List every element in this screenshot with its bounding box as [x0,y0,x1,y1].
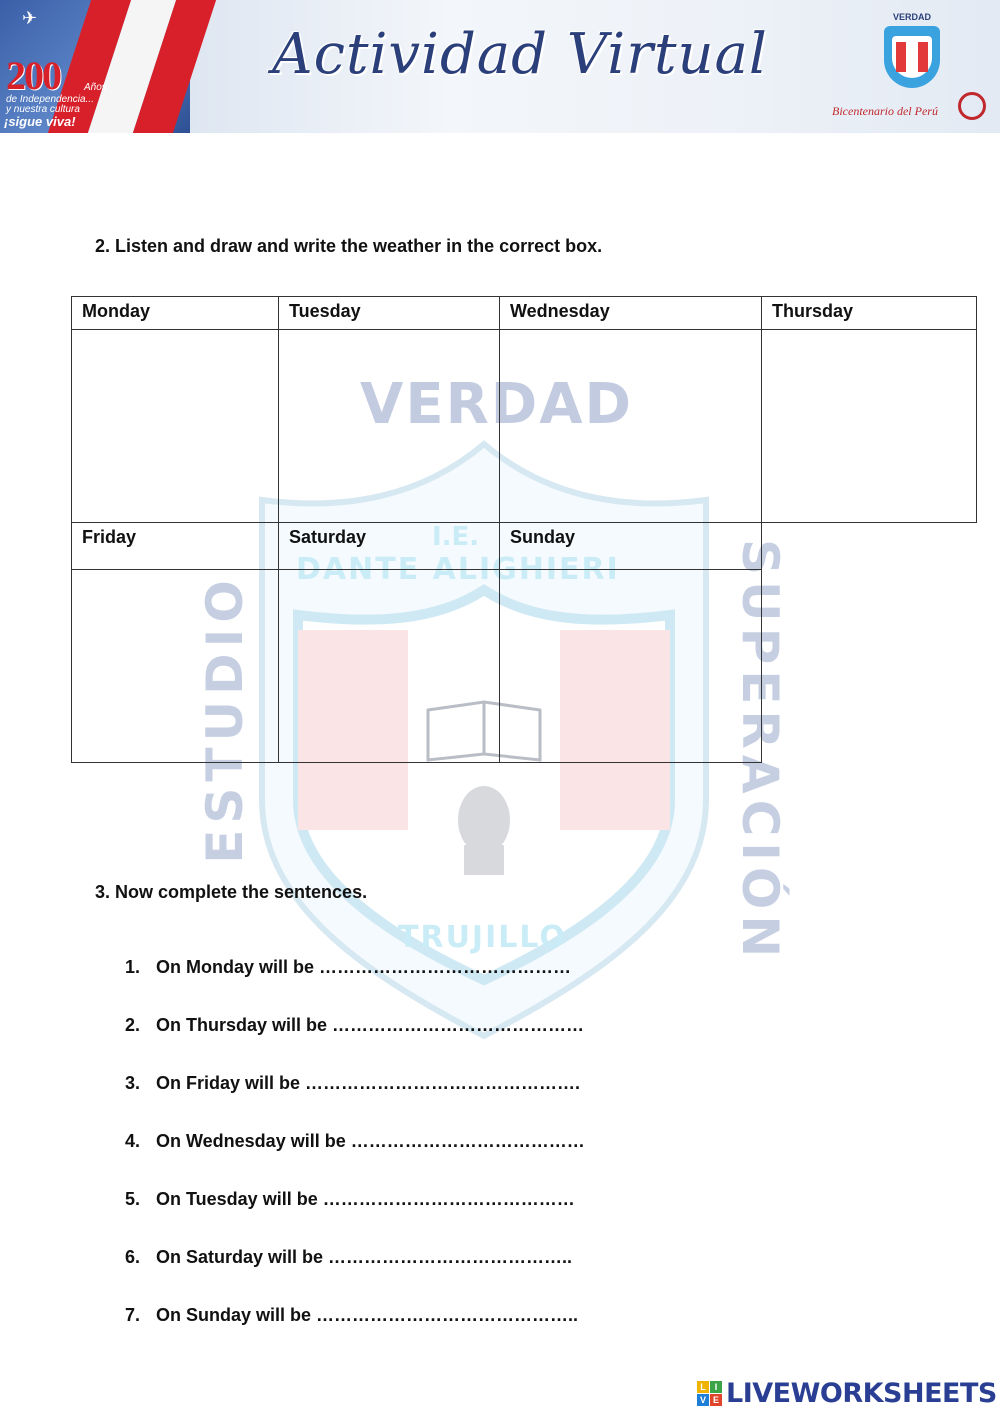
watermark-trujillo: TRUJILLO [398,920,567,955]
empty-cell [762,523,977,570]
sentence-text: On Sunday will be …………………………………….. [156,1305,579,1325]
draw-box-tuesday[interactable] [279,330,500,523]
draw-box-saturday[interactable] [279,570,500,763]
liveworksheets-brand: LIVEWORKSHEETS [726,1377,997,1409]
section2-heading: 2. Listen and draw and write the weather in the correct box. [95,236,603,256]
bicentennial-panel [0,0,190,133]
bicentennial-line2: y nuestra cultura [6,104,80,115]
sentence-number: 5. [125,1189,141,1209]
sentence-item[interactable] [125,1188,585,1246]
watermark-dante: DANTE ALIGHIERI [296,552,620,587]
section3-heading: 3. Now complete the sentences. [95,882,368,902]
sentence-text: On Wednesday will be ………………………………… [156,1131,585,1151]
header-banner [0,0,1000,133]
sentence-text: On Saturday will be ………………………………….. [156,1247,573,1267]
sentence-number: 2. [125,1015,141,1035]
day-header-monday: Monday [72,297,279,330]
sentence-item[interactable] [125,1304,585,1362]
sentence-list [125,956,585,1362]
sentence-number: 4. [125,1131,141,1151]
bicentennial-line1: de Independencia... [6,94,94,105]
day-header-thursday: Thursday [762,297,977,330]
day-header-wednesday: Wednesday [500,297,762,330]
bicentennial-slogan: ¡sigue viva! [4,114,76,129]
bicentenario-logo-icon [958,92,986,120]
badge-letter: I [710,1381,722,1393]
draw-box-thursday[interactable] [762,330,977,523]
empty-cell [762,570,977,763]
sentence-number: 1. [125,957,141,977]
draw-box-wednesday[interactable] [500,330,762,523]
sentence-item[interactable] [125,1130,585,1188]
sentence-text: On Tuesday will be …………………………………… [156,1189,575,1209]
watermark-verdad: VERDAD [360,372,634,437]
badge-letter: L [697,1381,709,1393]
crest-label: VERDAD [892,12,931,22]
sentence-text: On Friday will be ………………………………………. [156,1073,581,1093]
watermark-ie: I.E. [432,522,480,552]
draw-box-friday[interactable] [72,570,279,763]
sentence-item[interactable] [125,1246,585,1304]
sentence-item[interactable] [125,1014,585,1072]
sentence-item[interactable] [125,1072,585,1130]
badge-letter: E [710,1394,722,1406]
draw-box-monday[interactable] [72,330,279,523]
bicentenario-label: Bicentenario del Perú [832,104,938,118]
liveworksheets-badge-icon [697,1381,722,1406]
sentence-number: 3. [125,1073,141,1093]
day-header-sunday: Sunday [500,523,762,570]
sentence-number: 6. [125,1247,141,1267]
draw-box-sunday[interactable] [500,570,762,763]
day-header-saturday: Saturday [279,523,500,570]
day-header-tuesday: Tuesday [279,297,500,330]
bicentennial-number: 200 [6,53,60,98]
banner-title: Actividad Virtual [272,22,768,87]
shield-icon [884,26,940,88]
airplane-icon: ✈ [22,8,38,28]
weather-table [71,296,977,763]
badge-letter: V [697,1394,709,1406]
sentence-item[interactable] [125,956,585,1014]
school-crest-logo [872,12,952,97]
watermark-estudio: ESTUDIO [196,574,254,864]
watermark-superacion: SUPERACIÓN [731,539,789,964]
bicentennial-anos: Años [84,82,107,93]
sentence-text: On Monday will be …………………………………… [156,957,572,977]
day-header-friday: Friday [72,523,279,570]
liveworksheets-logo[interactable] [697,1378,997,1408]
sentence-text: On Thursday will be …………………………………… [156,1015,585,1035]
sentence-number: 7. [125,1305,141,1325]
